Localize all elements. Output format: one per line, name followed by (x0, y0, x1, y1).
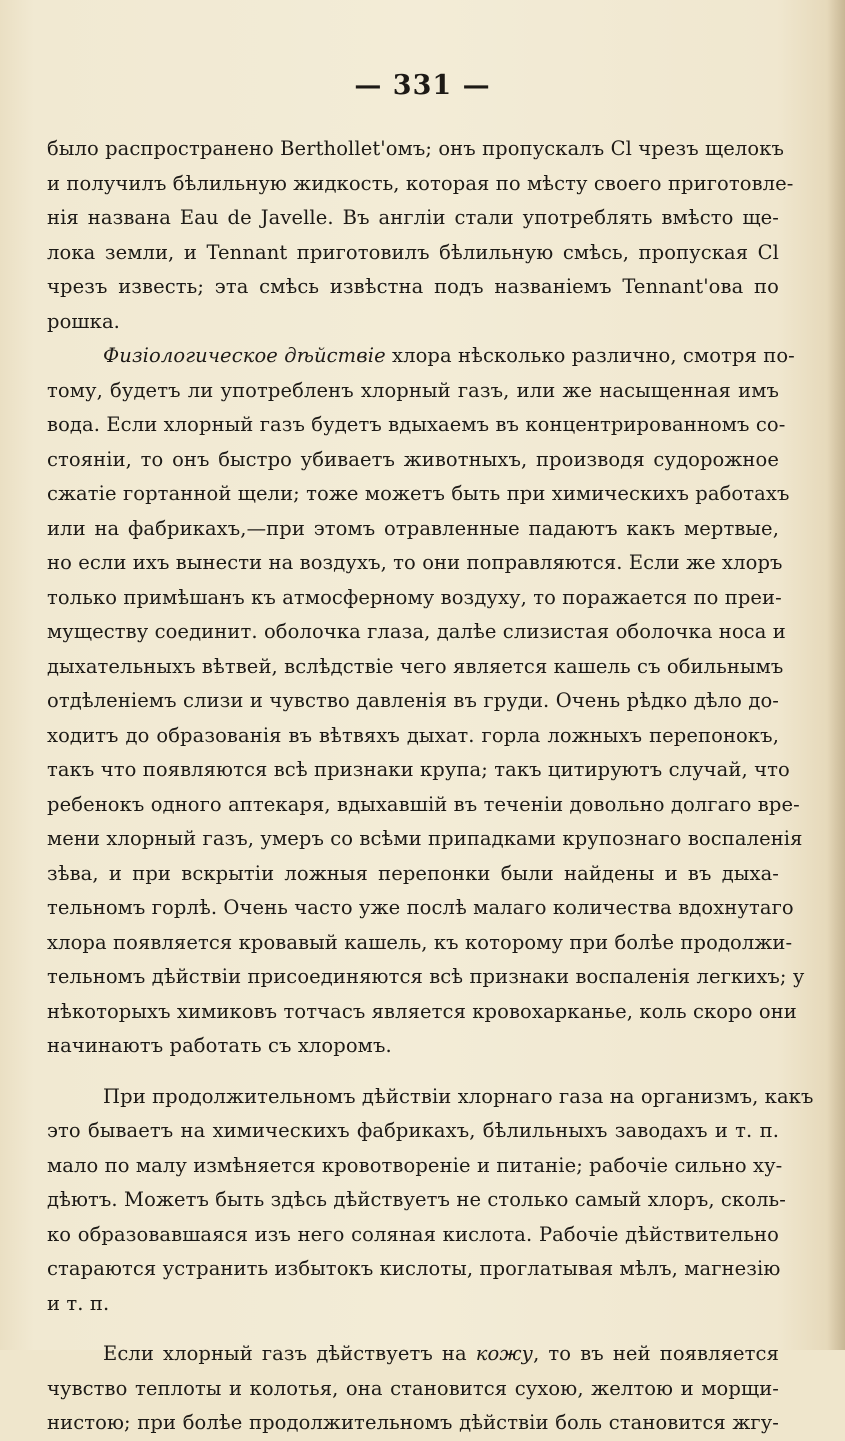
text-line: вода. Если хлорный газъ будетъ вдыхаемъ въ концентрированномъ со- (47, 413, 786, 436)
text-line: тельномъ горлѣ. Очень часто уже послѣ малаго количества вдохнутаго (47, 896, 794, 919)
paragraph-1 (47, 132, 794, 339)
text-line: рошка. (47, 309, 120, 333)
text-line: стараются устранить избытокъ кислоты, проглатывая мѣлъ, магнезію (47, 1257, 781, 1280)
text-line: муществу соединит. оболочка глаза, далѣе слизистая оболочка носа и (47, 620, 786, 643)
text-line: нистою; при болѣе продолжительномъ дѣйствіи боль становится жгу- (47, 1411, 779, 1434)
paragraph-3 (47, 1080, 814, 1322)
text-line: лока земли, и Tennant приготовилъ бѣлильную смѣсь, пропуская Cl (47, 240, 779, 264)
text-line: ребенокъ одного аптекаря, вдыхавшій въ теченіи довольно долгаго вре- (47, 792, 800, 816)
text-line: чувство теплоты и колотья, она становится сухою, желтою и морщи- (47, 1376, 779, 1400)
page-number: — 331 — (354, 70, 491, 101)
text-line: зѣва, и при вскрытіи ложныя перепонки были найдены и въ дыха- (47, 861, 779, 885)
paragraph-4 (47, 1337, 779, 1441)
text-line: При продолжительномъ дѣйствіи хлорнаго газа на организмъ, какъ (103, 1084, 814, 1108)
page-body (47, 132, 814, 1441)
text-line: и получилъ бѣлильную жидкость, которая по мѣсту своего приготовле- (47, 171, 794, 195)
text-line-first (47, 339, 795, 374)
text-line: сжатіе гортанной щели; тоже можетъ быть при химическихъ работахъ (47, 482, 790, 505)
text-line: и т. п. (47, 1291, 110, 1315)
text-line: мало по малу измѣняется кровотвореніе и питаніе; рабочіе сильно ху- (47, 1153, 783, 1177)
text-line: чрезъ известь; эта смѣсь извѣстна подъ названіемъ Tennant'ова по (47, 275, 779, 298)
text-line: но если ихъ вынести на воздухъ, то они поправляются. Если же хлоръ (47, 551, 783, 574)
text-line: Физiологическое дѣйствіе хлора нѣсколько различно, смотря по- (103, 344, 795, 367)
text-line: дѣютъ. Можетъ быть здѣсь дѣйствуетъ не столько самый хлоръ, сколь- (47, 1188, 786, 1211)
text-line: такъ что появляются всѣ признаки крупа; такъ цитируютъ случай, что (47, 758, 790, 781)
text-line: было распространено Berthollet'омъ; онъ пропускалъ Cl чрезъ щелокъ (47, 137, 785, 160)
text-line: начинаютъ работать съ хлоромъ. (47, 1034, 392, 1057)
text-line: Если хлорный газъ дѣйствуетъ на кожу, то въ ней появляется (103, 1342, 779, 1365)
text-line: нѣкоторыхъ химиковъ тотчасъ является кровохарканье, коль скоро они (47, 999, 797, 1023)
text-line: стояніи, то онъ быстро убиваетъ животныхъ, производя судорожное (47, 447, 779, 471)
text-line: хлора появляется кровавый кашель, къ которому при болѣе продолжи- (47, 930, 793, 954)
text-line: мени хлорный газъ, умеръ со всѣми припадками крупознаго воспаленія (47, 827, 803, 850)
text-line: нія названа Eau de Javelle. Въ англіи стали употреблять вмѣсто ще- (47, 206, 779, 229)
text-line: это бываетъ на химическихъ фабрикахъ, бѣлильныхъ заводахъ и т. п. (47, 1119, 779, 1142)
text-line: отдѣленіемъ слизи и чувство давленія въ груди. Очень рѣдко дѣло до- (47, 689, 779, 712)
text-line: дыхательныхъ вѣтвей, вслѣдствіе чего является кашель съ обильнымъ (47, 654, 784, 678)
text-line: или на фабрикахъ,—при этомъ отравленные падаютъ какъ мертвые, (47, 516, 779, 540)
text-line: тому, будетъ ли употребленъ хлорный газъ, или же насыщенная имъ (47, 378, 779, 402)
text-line: ко образовавшаяся изъ него соляная кислота. Рабочіе дѣйствительно (47, 1222, 779, 1246)
text-line: только примѣшанъ къ атмосферному воздуху, то поражается по преи- (47, 585, 782, 609)
paragraph-2 (47, 339, 805, 1064)
text-line: тельномъ дѣйствіи присоединяются всѣ признаки воспаленія легкихъ; у (47, 965, 805, 988)
text-line: ходитъ до образованія въ вѣтвяхъ дыхат. горла ложныхъ перепонокъ, (47, 723, 779, 747)
